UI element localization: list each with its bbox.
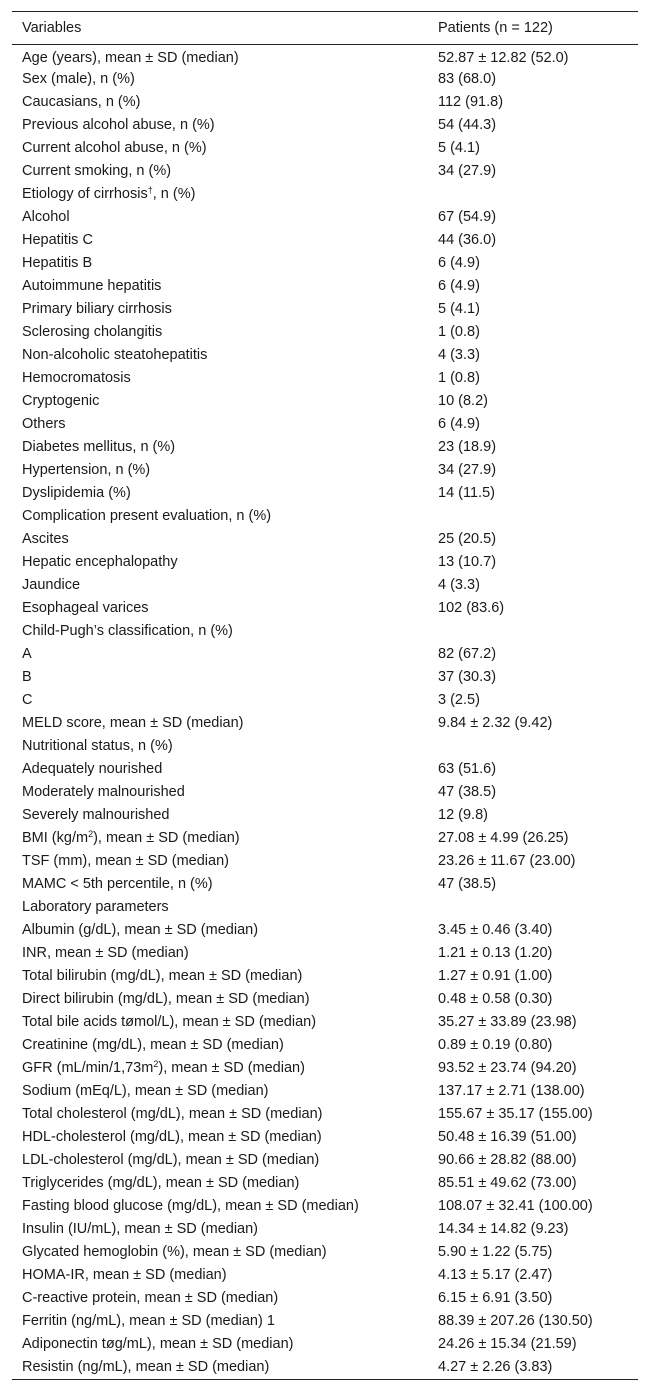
- variable-cell: Previous alcohol abuse, n (%): [22, 117, 215, 134]
- variable-cell: Current alcohol abuse, n (%): [22, 140, 207, 157]
- variable-cell: Direct bilirubin (mg/dL), mean ± SD (median): [22, 991, 310, 1008]
- variable-cell: Ascites: [22, 531, 69, 548]
- variable-cell: Severely malnourished: [22, 807, 170, 824]
- table-row: [12, 1080, 638, 1103]
- table-row: [12, 45, 638, 69]
- patients-value-cell: 34 (27.9): [438, 163, 497, 180]
- table-row: [12, 574, 638, 597]
- variable-cell: LDL-cholesterol (mg/dL), mean ± SD (median): [22, 1152, 320, 1169]
- variable-cell: C-reactive protein, mean ± SD (median): [22, 1290, 279, 1307]
- table-row: [12, 620, 638, 643]
- patients-value-cell: 47 (38.5): [438, 784, 497, 801]
- patients-value-cell: 4.13 ± 5.17 (2.47): [438, 1267, 553, 1284]
- patients-value-cell: 1.21 ± 0.13 (1.20): [438, 945, 553, 962]
- variable-cell: Alcohol: [22, 209, 70, 226]
- variable-cell: Dyslipidemia (%): [22, 485, 131, 502]
- table-row: [12, 827, 638, 850]
- table-row: [12, 436, 638, 459]
- patients-value-cell: 1 (0.8): [438, 370, 480, 387]
- patients-value-cell: 90.66 ± 28.82 (88.00): [438, 1152, 577, 1169]
- patients-value-cell: [428, 735, 638, 758]
- patients-value-cell: 3 (2.5): [438, 692, 480, 709]
- table-row: [12, 1034, 638, 1057]
- table-row: [12, 942, 638, 965]
- table-row: [12, 1057, 638, 1080]
- header-row: [12, 12, 638, 45]
- patients-value-cell: 24.26 ± 15.34 (21.59): [438, 1336, 577, 1353]
- variable-cell: A: [22, 646, 32, 663]
- patients-value-cell: 137.17 ± 2.71 (138.00): [438, 1083, 585, 1100]
- table-row: [12, 321, 638, 344]
- variable-cell: Etiology of cirrhosis†, n (%): [22, 185, 196, 203]
- patients-value-cell: 5 (4.1): [438, 301, 480, 318]
- table-row: [12, 919, 638, 942]
- variable-cell: Glycated hemoglobin (%), mean ± SD (median): [22, 1244, 327, 1261]
- variable-cell: BMI $(kg/m^2)$, mean ± SD (median): [22, 829, 240, 847]
- variable-cell: Age (years), mean ± SD (median): [22, 49, 239, 66]
- variable-cell: C: [22, 692, 33, 709]
- variable-cell: Hepatic encephalopathy: [22, 554, 178, 571]
- table-row: [12, 482, 638, 505]
- patients-value-cell: 9.84 ± 2.32 (9.42): [438, 715, 553, 732]
- patients-value-cell: 82 (67.2): [438, 646, 497, 663]
- patients-value-cell: 25 (20.5): [438, 531, 497, 548]
- variable-cell: Caucasians, n (%): [22, 94, 141, 111]
- patients-value-cell: 52.87 ± 12.82 (52.0): [438, 49, 569, 66]
- variable-cell: Triglycerides (mg/dL), mean ± SD (median): [22, 1175, 300, 1192]
- patients-value-cell: 4.27 ± 2.26 (3.83): [428, 1356, 638, 1380]
- patients-value-cell: 93.52 ± 23.74 (94.20): [438, 1060, 577, 1077]
- patients-value-cell: 112 (91.8): [438, 94, 504, 111]
- patients-value-cell: 102 (83.6): [438, 600, 505, 617]
- table-row: [12, 781, 638, 804]
- patients-value-cell: 67 (54.9): [438, 209, 497, 226]
- patients-value-cell: 6 (4.9): [438, 278, 480, 295]
- variable-cell: Laboratory parameters: [22, 899, 169, 916]
- variable-cell: Sex (male), n (%): [22, 71, 135, 88]
- variable-cell: Adiponectin tøg/mL), mean ± SD (median): [22, 1336, 294, 1353]
- table-row: [12, 666, 638, 689]
- table-row: [12, 735, 638, 758]
- table-row: [12, 689, 638, 712]
- table-row: [12, 229, 638, 252]
- table-row: [12, 68, 638, 91]
- patients-value-cell: 34 (27.9): [438, 462, 497, 479]
- patients-value-cell: 1.27 ± 0.91 (1.00): [438, 968, 553, 985]
- variable-cell: Sclerosing cholangitis: [22, 324, 163, 341]
- patients-value-cell: 83 (68.0): [438, 71, 497, 88]
- header-variables: Variables: [12, 12, 428, 45]
- patients-value-cell: 85.51 ± 49.62 (73.00): [438, 1175, 577, 1192]
- table-row: [12, 712, 638, 735]
- table-row: [12, 344, 638, 367]
- table-row: [12, 275, 638, 298]
- variable-cell: GFR $(mL/\min/1,73m^2)$, mean ± SD (median): [22, 1059, 305, 1077]
- variable-cell: Nutritional status, n (%): [22, 738, 173, 755]
- patients-value-cell: 4 (3.3): [438, 577, 480, 594]
- variable-cell: Fasting blood glucose (mg/dL), mean ± SD (median): [22, 1198, 359, 1215]
- variable-cell: Insulin (IU/mL), mean ± SD (median): [22, 1221, 259, 1238]
- table-row: [12, 551, 638, 574]
- patients-value-cell: 63 (51.6): [438, 761, 497, 778]
- patients-value-cell: 6 (4.9): [438, 255, 480, 272]
- table-row: [12, 1241, 638, 1264]
- table-row: [12, 1310, 638, 1333]
- patients-value-cell: 5.90 ± 1.22 (5.75): [438, 1244, 553, 1261]
- patients-value-cell: 5 (4.1): [438, 140, 480, 157]
- table-row: [12, 528, 638, 551]
- patients-value-cell: [428, 620, 638, 643]
- patients-value-cell: [428, 896, 638, 919]
- variable-cell: Jaundice: [22, 577, 81, 594]
- table-row: [12, 137, 638, 160]
- patients-value-cell: 54 (44.3): [438, 117, 497, 134]
- table-row: [12, 965, 638, 988]
- table-row: [12, 114, 638, 137]
- patients-value-cell: 155.67 ± 35.17 (155.00): [438, 1106, 593, 1123]
- patients-value-cell: 35.27 ± 33.89 (23.98): [438, 1014, 577, 1031]
- variable-cell: B: [22, 669, 32, 686]
- variable-cell: HOMA-IR, mean ± SD (median): [22, 1267, 227, 1284]
- table-row: [12, 459, 638, 482]
- table-row: [12, 758, 638, 781]
- patients-value-cell: 108.07 ± 32.41 (100.00): [438, 1198, 593, 1215]
- variable-cell: Autoimmune hepatitis: [22, 278, 162, 295]
- table-row: [12, 1149, 638, 1172]
- table-row: [12, 1218, 638, 1241]
- table-row: [12, 367, 638, 390]
- table-row: [12, 1172, 638, 1195]
- patients-value-cell: 12 (9.8): [438, 807, 488, 824]
- variable-cell: Hepatitis B: [22, 255, 93, 272]
- patients-value-cell: 6 (4.9): [438, 416, 480, 433]
- table-row: [12, 804, 638, 827]
- variable-cell: Diabetes mellitus, n (%): [22, 439, 176, 456]
- patients-value-cell: 47 (38.5): [438, 876, 497, 893]
- patients-value-cell: 6.15 ± 6.91 (3.50): [438, 1290, 553, 1307]
- variable-cell: Hypertension, n (%): [22, 462, 151, 479]
- variable-cell: Total cholesterol (mg/dL), mean ± SD (median): [22, 1106, 323, 1123]
- variable-cell: Albumin (g/dL), mean ± SD (median): [22, 922, 259, 939]
- patients-value-cell: 44 (36.0): [438, 232, 497, 249]
- variable-cell: TSF (mm), mean ± SD (median): [22, 853, 229, 870]
- patients-value-cell: 13 (10.7): [438, 554, 497, 571]
- table-row: [12, 1356, 638, 1380]
- variable-cell: Moderately malnourished: [22, 784, 185, 801]
- patients-value-cell: [428, 505, 638, 528]
- patients-value-cell: 0.48 ± 0.58 (0.30): [438, 991, 553, 1008]
- variable-cell: Sodium (mEq/L), mean ± SD (median): [22, 1083, 269, 1100]
- table-row: [12, 1195, 638, 1218]
- table-row: [12, 597, 638, 620]
- table-row: [12, 896, 638, 919]
- header-patients: Patients (n = 122): [428, 12, 638, 45]
- patients-value-cell: 23.26 ± 11.67 (23.00): [438, 853, 576, 870]
- table-row: [12, 390, 638, 413]
- variable-cell: HDL-cholesterol (mg/dL), mean ± SD (median): [22, 1129, 322, 1146]
- table-row: [12, 643, 638, 666]
- variable-cell: Child-Pugh’s classification, n (%): [22, 623, 233, 640]
- patients-value-cell: 23 (18.9): [438, 439, 497, 456]
- variable-cell: Primary biliary cirrhosis: [22, 301, 172, 318]
- variable-cell: Hepatitis C: [22, 232, 93, 249]
- table-row: [12, 298, 638, 321]
- patients-value-cell: 3.45 ± 0.46 (3.40): [438, 922, 553, 939]
- table-row: [12, 160, 638, 183]
- variable-cell: Esophageal varices: [22, 600, 149, 617]
- table-row: [12, 873, 638, 896]
- variable-cell: Resistin (ng/mL), mean ± SD (median): [12, 1356, 428, 1380]
- patients-value-cell: 50.48 ± 16.39 (51.00): [438, 1129, 577, 1146]
- table-row: [12, 91, 638, 114]
- patients-value-cell: [428, 183, 638, 206]
- variable-cell: Non-alcoholic steatohepatitis: [22, 347, 208, 364]
- table-row: [12, 413, 638, 436]
- patients-value-cell: 14 (11.5): [438, 485, 495, 502]
- variable-cell: Total bile acids tømol/L), mean ± SD (median): [22, 1014, 317, 1031]
- variable-cell: Current smoking, n (%): [22, 163, 172, 180]
- table-row: [12, 988, 638, 1011]
- variable-cell: INR, mean ± SD (median): [22, 945, 189, 962]
- table-row: [12, 505, 638, 528]
- variable-cell: Creatinine (mg/dL), mean ± SD (median): [22, 1037, 284, 1054]
- patients-value-cell: 1 (0.8): [438, 324, 480, 341]
- patients-value-cell: 88.39 ± 207.26 (130.50): [438, 1313, 593, 1330]
- table-row: [12, 206, 638, 229]
- variable-cell: Others: [22, 416, 66, 433]
- table-row: [12, 1287, 638, 1310]
- patient-characteristics-table-container: [12, 11, 638, 1380]
- variable-cell: Cryptogenic: [22, 393, 100, 410]
- variable-cell: Complication present evaluation, n (%): [22, 508, 272, 525]
- patients-value-cell: 37 (30.3): [438, 669, 497, 686]
- table-header: [12, 12, 638, 45]
- variable-cell: MELD score, mean ± SD (median): [22, 715, 244, 732]
- table-row: [12, 1011, 638, 1034]
- table-row: [12, 252, 638, 275]
- patients-value-cell: 0.89 ± 0.19 (0.80): [438, 1037, 553, 1054]
- table-row: [12, 1126, 638, 1149]
- patients-value-cell: 10 (8.2): [438, 393, 488, 410]
- variable-cell: MAMC < 5th percentile, n (%): [22, 876, 213, 893]
- table-row: [12, 1264, 638, 1287]
- table-row: [12, 1103, 638, 1126]
- variable-cell: Total bilirubin (mg/dL), mean ± SD (median): [22, 968, 303, 985]
- table-row: [12, 1333, 638, 1356]
- patients-value-cell: 4 (3.3): [438, 347, 480, 364]
- patients-value-cell: 27.08 ± 4.99 (26.25): [438, 830, 569, 847]
- table-body: [12, 45, 638, 1380]
- table-row: [12, 183, 638, 206]
- table-row: [12, 850, 638, 873]
- patients-value-cell: 14.34 ± 14.82 (9.23): [438, 1221, 569, 1238]
- variable-cell: Adequately nourished: [22, 761, 163, 778]
- variable-cell: Ferritin (ng/mL), mean ± SD (median) 1: [22, 1313, 275, 1330]
- variable-cell: Hemocromatosis: [22, 370, 131, 387]
- patient-characteristics-table: [12, 11, 638, 1380]
